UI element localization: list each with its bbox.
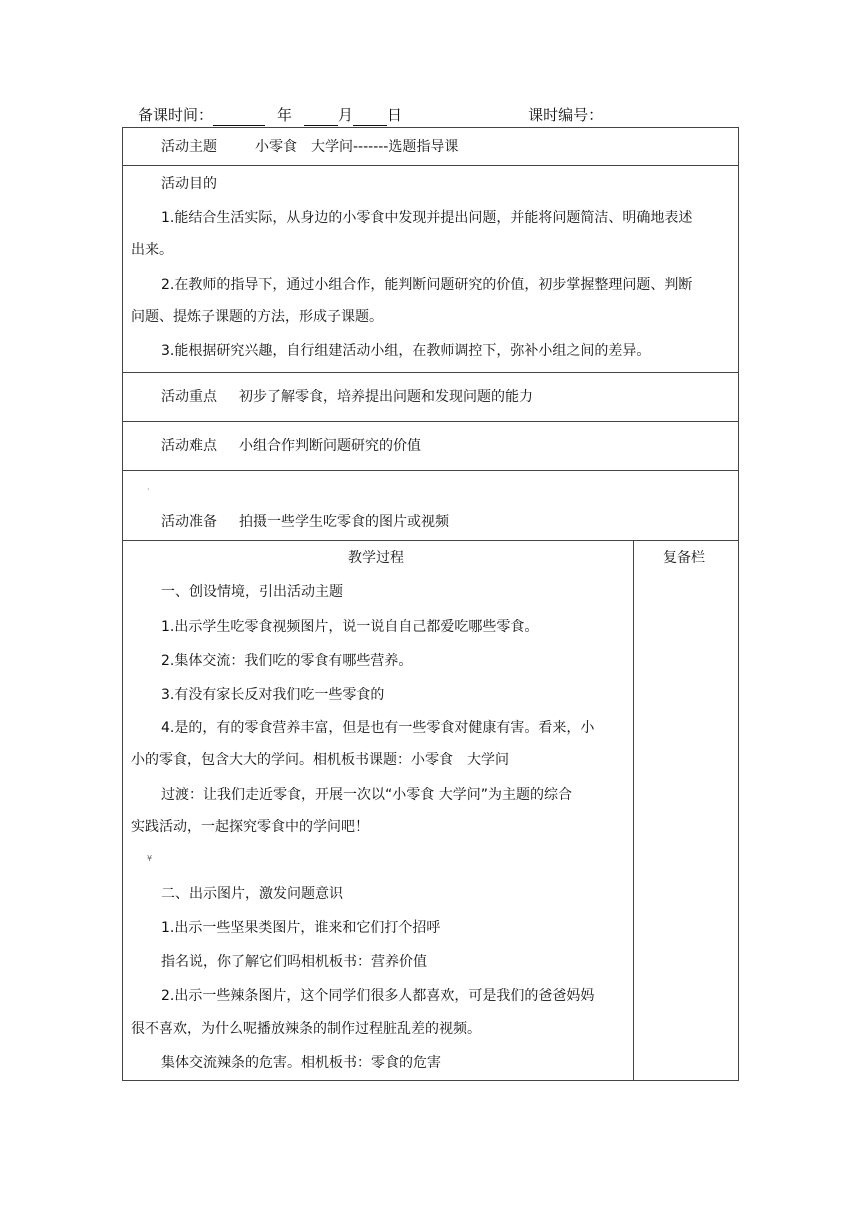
goals-label: 活动目的 [161,176,217,192]
year-blank [213,109,265,126]
side-column-divider [633,541,634,1080]
process-line: 很不喜欢，为什么呢播放辣条的制作过程脏乱差的视频。 [131,1021,481,1037]
process-line: 小的零食，包含大大的学问。相机板书课题：小零食 大学问 [131,752,509,768]
prep-time-label: 备课时间： [138,106,214,124]
process-line: 集体交流辣条的危害。相机板书：零食的危害 [161,1055,441,1071]
process-line: 指名说，你了解它们吗相机板书：营养价值 [161,954,427,970]
lesson-no-label: 课时编号： [528,106,604,124]
focus-row [123,373,738,422]
process-line: 1.出示一些坚果类图片，谁来和它们打个招呼 [161,920,441,936]
preparation-row [123,471,738,541]
lesson-plan-table [122,127,739,1081]
topic-row [123,128,738,166]
difficulty-value: 小组合作判断问题研究的价值 [239,438,421,454]
process-line: 2.出示一些辣条图片，这个同学们很多人都喜欢，可是我们的爸爸妈妈 [161,988,595,1004]
month-blank [304,109,338,126]
process-line: 4.是的，有的零食营养丰富，但是也有一些零食对健康有害。看来，小 [161,720,595,736]
process-line: 1.出示学生吃零食视频图片，说一说自自己都爱吃哪些零食。 [161,619,539,635]
goals-line: 1.能结合生活实际，从身边的小零食中发现并提出问题，并能将问题简洁、明确地表述 [161,210,693,226]
year-label: 年 [277,106,293,124]
difficulty-label: 活动难点 [161,438,217,454]
goals-line: 2.在教师的指导下，通过小组合作，能判断问题研究的价值，初步掌握整理问题、判断 [161,277,693,293]
preparation-value: 拍摄一些学生吃零食的图片或视频 [239,514,449,530]
lesson-header [138,104,738,126]
preparation-label: 活动准备 [161,514,217,530]
goals-row [123,166,738,373]
topic-label: 活动主题 [161,139,217,155]
process-line: 一、创设情境，引出活动主题 [161,584,343,600]
goals-line: 出来。 [131,242,173,258]
review-column-title: 复备栏 [663,550,705,566]
process-line: 实践活动，一起探究零食中的学问吧！ [131,819,369,835]
month-label: 月 [338,106,354,124]
stray-mark: · [147,485,150,494]
goals-line: 3.能根据研究兴趣，自行组建活动小组，在教师调控下，弥补小组之间的差异。 [161,343,651,359]
focus-label: 活动重点 [161,389,217,405]
process-line: 二、出示图片，激发问题意识 [161,886,343,902]
process-title: 教学过程 [348,550,404,566]
goals-line: 问题、提炼子课题的方法，形成子课题。 [131,309,383,325]
focus-value: 初步了解零食，培养提出问题和发现问题的能力 [239,389,533,405]
difficulty-row [123,422,738,471]
day-blank [353,109,387,126]
stray-mark: ¥ [147,854,153,863]
process-line: 过渡：让我们走近零食，开展一次以“小零食 大学问”为主题的综合 [161,787,572,803]
process-line: 2.集体交流：我们吃的零食有哪些营养。 [161,653,413,669]
process-line: 3.有没有家长反对我们吃一些零食的 [161,687,385,703]
day-label: 日 [387,106,403,124]
topic-value: 小零食 大学问-------选题指导课 [255,139,459,155]
